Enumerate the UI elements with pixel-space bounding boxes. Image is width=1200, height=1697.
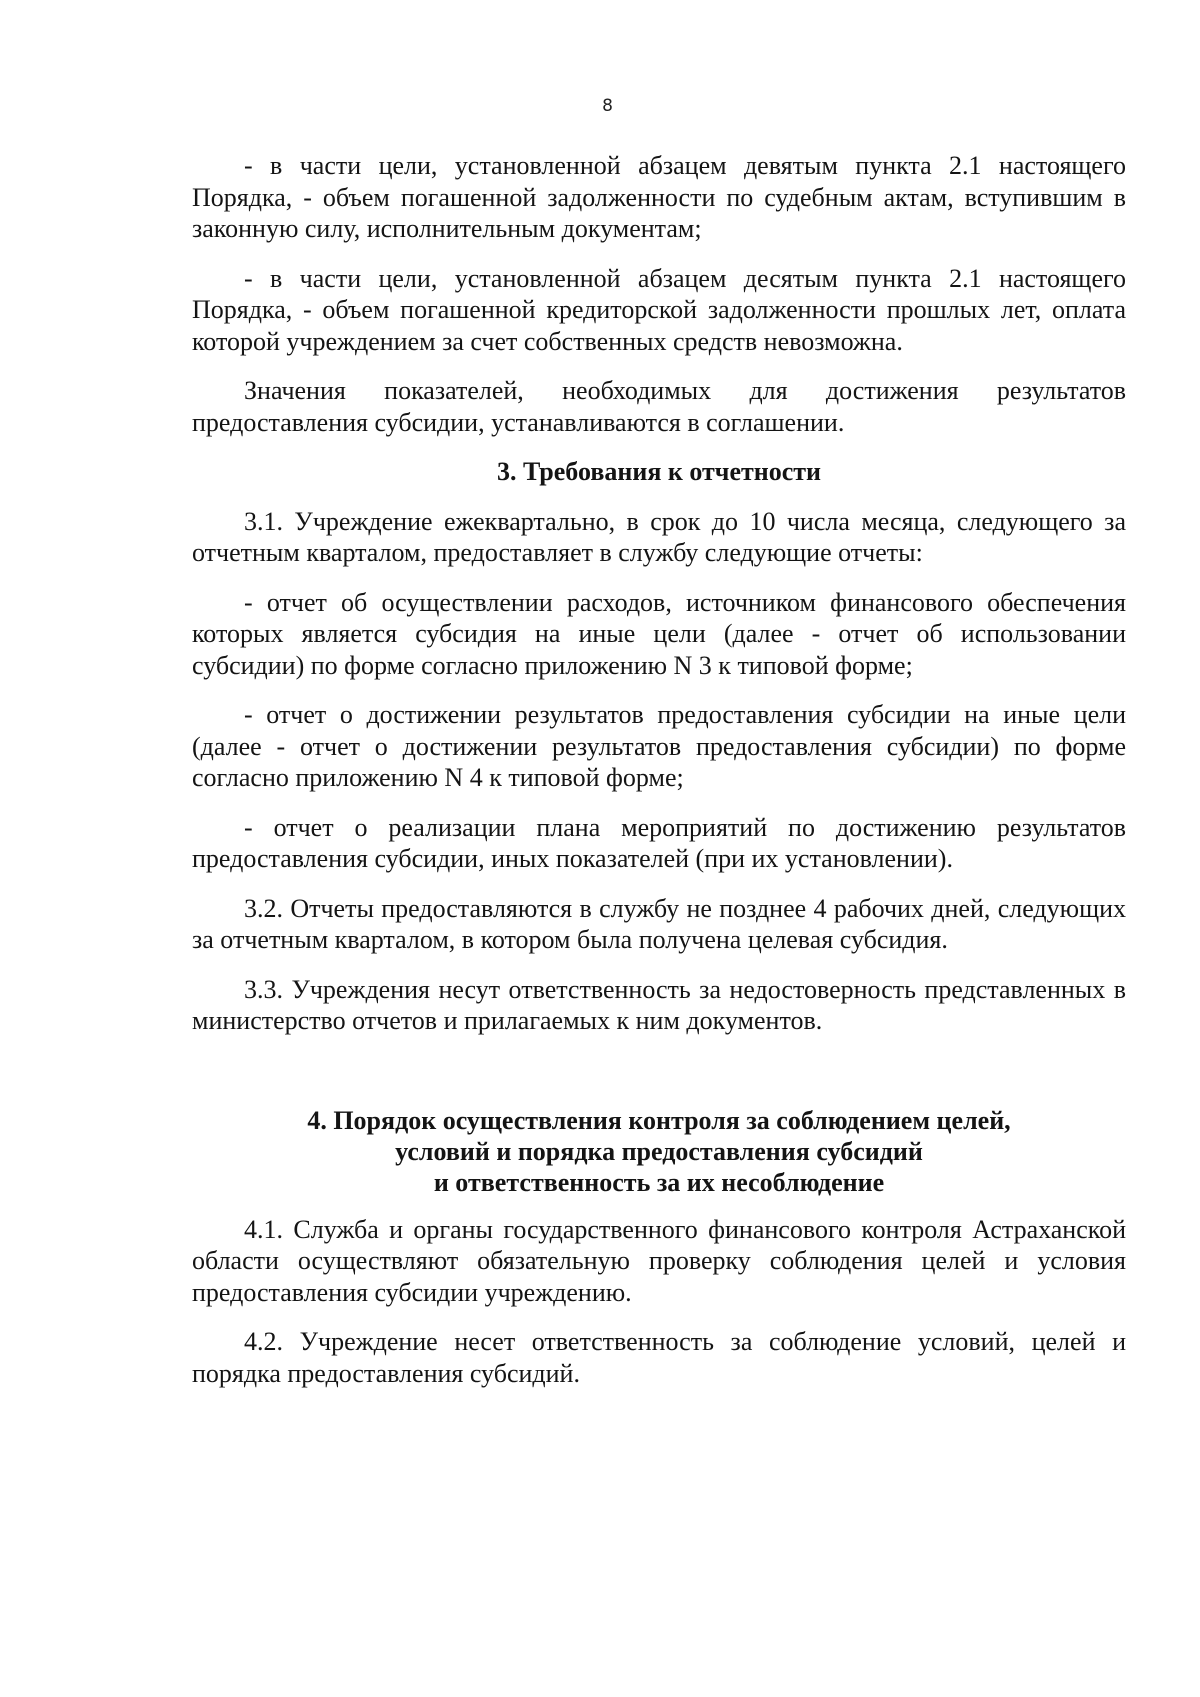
paragraph-report-plan: - отчет о реализации плана мероприятий по достижению результатов предоставления субсидии, иных показателей (при их установлении). <box>192 812 1126 873</box>
paragraph-4-2: 4.2. Учреждение несет ответственность за соблюдение условий, целей и порядка предоставления субсидий. <box>192 1327 1126 1388</box>
paragraph-3-2: 3.2. Отчеты предоставляются в службу не позднее 4 рабочих дней, следующих за отчетным кварталом, в котором была получена целевая субсидия. <box>192 893 1126 954</box>
paragraph-goal-tenth: - в части цели, установленной абзацем десятым пункта 2.1 настоящего Порядка, - объем погашенной кредиторской задолженности прошлых лет, оплата которой учреждением за счет собственных средств невозможна. <box>192 263 1126 356</box>
section-3-title: 3. Требования к отчетности <box>496 457 822 486</box>
section-4-title <box>192 1105 1126 1198</box>
paragraph-3-1: 3.1. Учреждение ежеквартально, в срок до 10 числа месяца, следующего за отчетным кварталом, предоставляет в службу следующие отчеты: <box>192 506 1126 567</box>
paragraph-report-expenses: - отчет об осуществлении расходов, источником финансового обеспечения которых является субсидия на иные цели (далее - отчет об использовании субсидии) по форме согласно приложению N 3 к типовой форме; <box>192 587 1126 680</box>
section-4-title-line-3: и ответственность за их несоблюдение <box>433 1167 885 1197</box>
page-content <box>192 150 1126 1407</box>
paragraph-report-results: - отчет о достижении результатов предоставления субсидии на иные цели (далее - отчет о достижении результатов предоставления субсидии) по форме согласно приложению N 4 к типовой форме; <box>192 700 1126 792</box>
paragraph-4-1: 4.1. Служба и органы государственного финансового контроля Астраханской области осуществляют обязательную проверку соблюдения целей и условия предоставления субсидии учреждению. <box>192 1214 1126 1307</box>
page-number: 8 <box>602 96 613 116</box>
paragraph-indicator-values: Значения показателей, необходимых для достижения результатов предоставления субсидии, устанавливаются в соглашении. <box>192 376 1126 437</box>
paragraph-3-3: 3.3. Учреждения несут ответственность за недостоверность представленных в министерство отчетов и прилагаемых к ним документов. <box>192 974 1126 1035</box>
section-4-title-line-1: 4. Порядок осуществления контроля за соблюдением целей, <box>307 1105 1011 1135</box>
section-4-title-line-2: условий и порядка предоставления субсидий <box>395 1136 923 1166</box>
paragraph-goal-ninth: - в части цели, установленной абзацем девятым пункта 2.1 настоящего Порядка, - объем погашенной задолженности по судебным актам, вступившим в законную силу, исполнительным документам; <box>192 151 1126 243</box>
